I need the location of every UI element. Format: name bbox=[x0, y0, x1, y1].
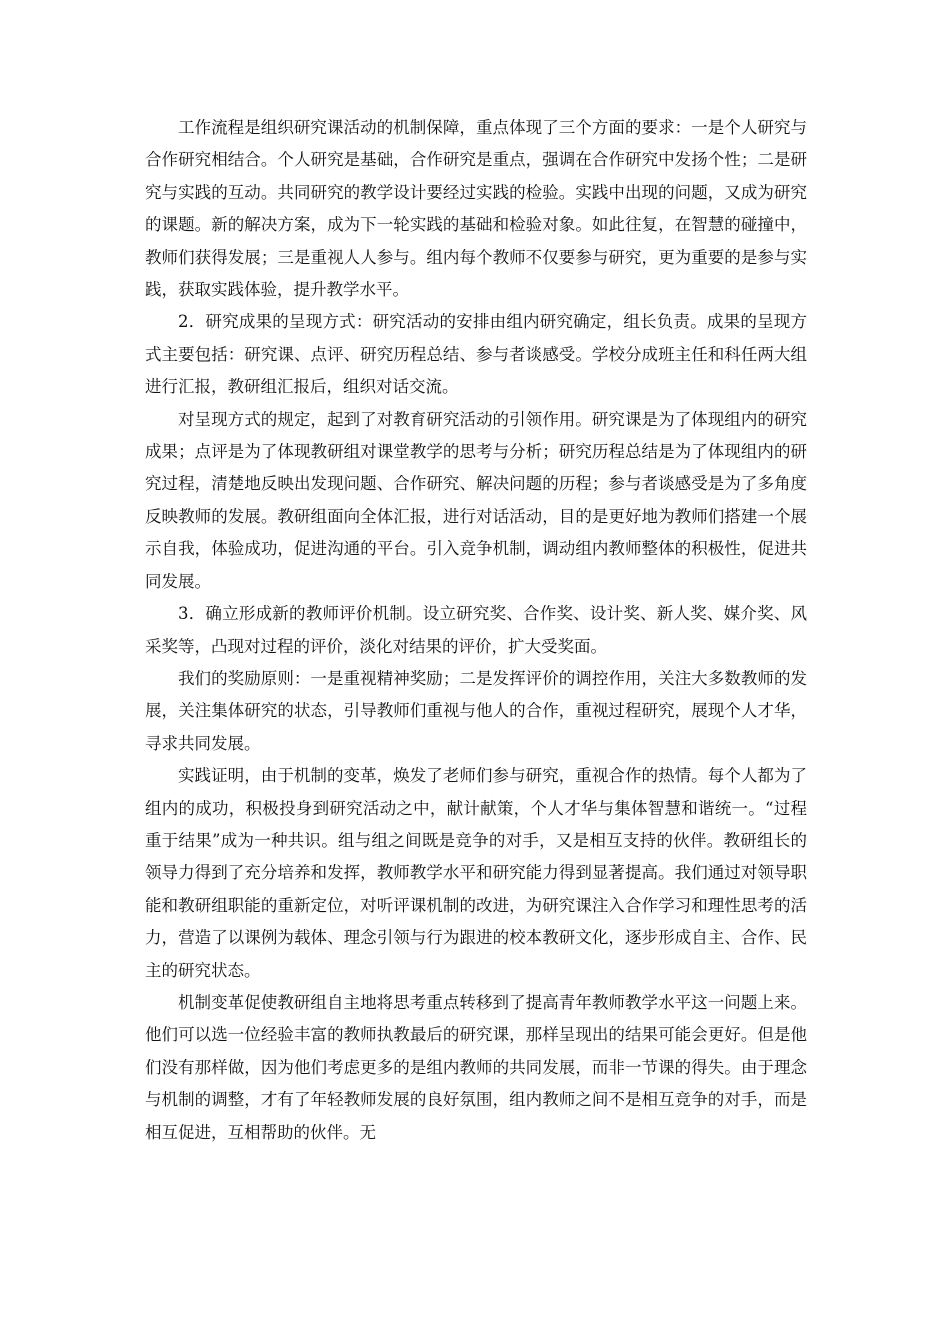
paragraph-workflow: 工作流程是组织研究课活动的机制保障，重点体现了三个方面的要求：一是个人研究与合作研究相结合。个人研究是基础，合作研究是重点，强调在合作研究中发扬个性；二是研究与实践的互动。共同研究的教学设计要经过实践的检验。实践中出现的问题，又成为研究的课题。新的解决方案，成为下一轮实践的基础和检验对象。如此往复，在智慧的碰撞中，教师们获得发展；三是重视人人参与。组内每个教师不仅要参与研究，更为重要的是参与实践，获取实践体验，提升教学水平。 bbox=[145, 118, 807, 300]
paragraph-presentation-rules: 对呈现方式的规定，起到了对教育研究活动的引领作用。研究课是为了体现组内的研究成果；点评是为了体现教研组对课堂教学的思考与分析；研究历程总结是为了体现组内的研究过程，清楚地反映出发现问题、合作研究、解决问题的历程；参与者谈感受是为了多角度反映教师的发展。教研组面向全体汇报，进行对话活动，目的是更好地为教师们搭建一个展示自我，体验成功，促进沟通的平台。引入竞争机制，调动组内教师整体的积极性，促进共同发展。 bbox=[145, 409, 807, 591]
paragraph-practice-proof: 实践证明，由于机制的变革，焕发了老师们参与研究，重视合作的热情。每个人都为了组内的成功，积极投身到研究活动之中，献计献策，个人才华与集体智慧和谐统一。“过程重于结果”成为一种共识。组与组之间既是竞争的对手，又是相互支持的伙伴。教研组长的领导力得到了充分培养和发挥，教师教学水平和研究能力得到显著提高。我们通过对领导职能和教研组职能的重新定位，对听评课机制的改进，为研究课注入合作学习和理性思考的活力，营造了以课例为载体、理念引领与行为跟进的校本教研文化，逐步形成自主、合作、民主的研究状态。 bbox=[145, 766, 807, 980]
paragraph-results-presentation: 2．研究成果的呈现方式：研究活动的安排由组内研究确定，组长负责。成果的呈现方式主要包括：研究课、点评、研究历程总结、参与者谈感受。学校分成班主任和科任两大组进行汇报，教研组汇报后，组织对话交流。 bbox=[145, 312, 807, 397]
paragraph-reward-principles: 我们的奖励原则：一是重视精神奖励；二是发挥评价的调控作用，关注大多数教师的发展，关注集体研究的状态，引导教师们重视与他人的合作，重视过程研究，展现个人才华，寻求共同发展。 bbox=[145, 668, 807, 753]
paragraph-evaluation-mechanism: 3．确立形成新的教师评价机制。设立研究奖、合作奖、设计奖、新人奖、媒介奖、风采奖等，凸现对过程的评价，淡化对结果的评价，扩大受奖面。 bbox=[145, 604, 807, 656]
document-body bbox=[145, 112, 807, 1149]
paragraph-mechanism-change: 机制变革促使教研组自主地将思考重点转移到了提高青年教师教学水平这一问题上来。他们可以选一位经验丰富的教师执教最后的研究课，那样呈现出的结果可能会更好。但是他们没有那样做，因为他们考虑更多的是组内教师的共同发展，而非一节课的得失。由于理念与机制的调整，才有了年轻教师发展的良好氛围，组内教师之间不是相互竞争的对手，而是相互促进，互相帮助的伙伴。无 bbox=[145, 992, 807, 1142]
